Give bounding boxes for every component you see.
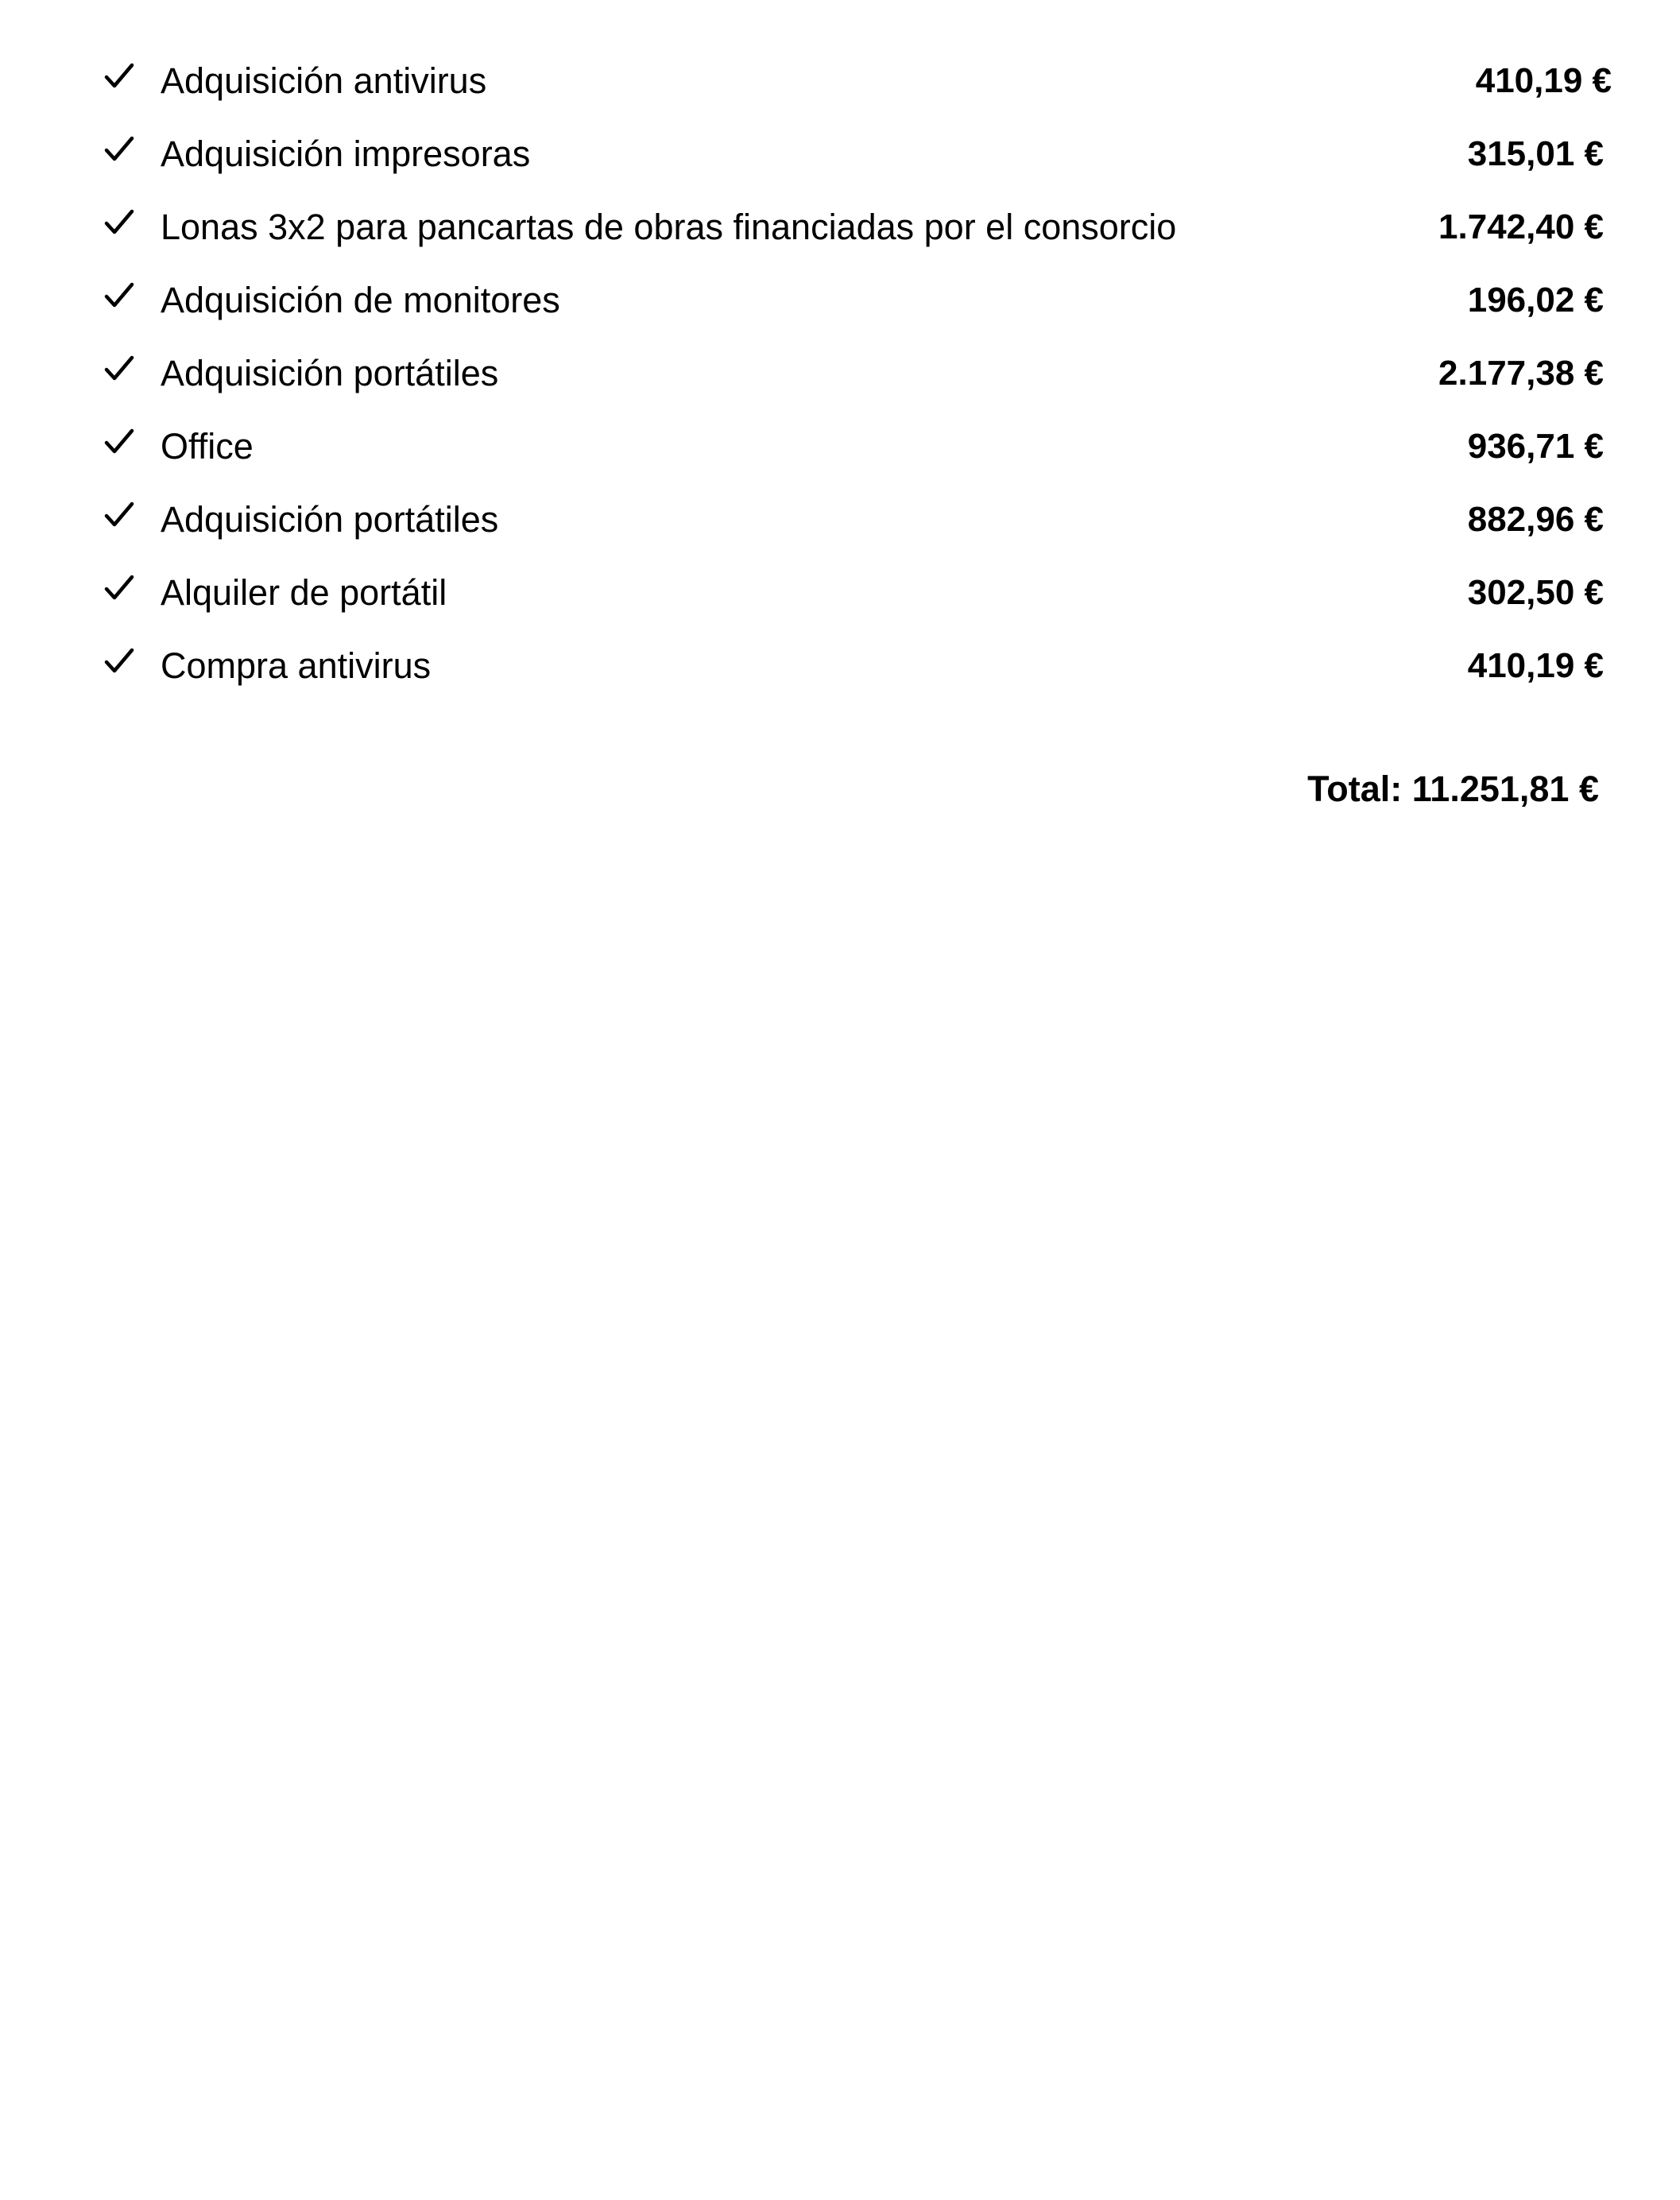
checkmark-icon: [103, 645, 135, 677]
checkmark-icon: [103, 353, 135, 385]
item-label: Lonas 3x2 para pancartas de obras financiadas por el consorcio: [161, 207, 1177, 247]
list-item: [0, 485, 1680, 558]
item-amount: 2.177,38 €: [1438, 354, 1604, 393]
expense-list: [0, 46, 1680, 704]
item-label: Office: [161, 426, 254, 467]
item-label: Adquisición antivirus: [161, 60, 487, 101]
checkmark-icon: [103, 207, 135, 238]
checkmark-icon: [103, 60, 135, 92]
item-amount: 302,50 €: [1467, 573, 1604, 612]
list-item: [0, 192, 1680, 265]
list-item: [0, 339, 1680, 412]
item-amount: 196,02 €: [1467, 281, 1604, 320]
item-label: Adquisición de monitores: [161, 280, 560, 320]
checkmark-icon: [103, 426, 135, 458]
item-amount: 1.742,40 €: [1438, 207, 1604, 246]
item-label: Alquiler de portátil: [161, 572, 447, 613]
list-item: [0, 265, 1680, 339]
total-amount: Total: 11.251,81 €: [1307, 769, 1599, 809]
item-amount: 315,01 €: [1467, 134, 1604, 173]
checkmark-icon: [103, 572, 135, 604]
item-amount: 410,19 €: [1467, 646, 1604, 685]
list-item: [0, 46, 1680, 119]
item-amount: 410,19 €: [1475, 61, 1612, 100]
list-item: [0, 119, 1680, 192]
item-label: Adquisición portátiles: [161, 499, 499, 540]
list-item: [0, 412, 1680, 485]
checkmark-icon: [103, 134, 135, 165]
list-item: [0, 631, 1680, 704]
checkmark-icon: [103, 280, 135, 312]
item-label: Adquisición portátiles: [161, 353, 499, 393]
checkmark-icon: [103, 499, 135, 531]
item-amount: 936,71 €: [1467, 427, 1604, 466]
list-item: [0, 558, 1680, 631]
item-label: Adquisición impresoras: [161, 134, 531, 174]
item-label: Compra antivirus: [161, 645, 432, 686]
item-amount: 882,96 €: [1467, 500, 1604, 539]
